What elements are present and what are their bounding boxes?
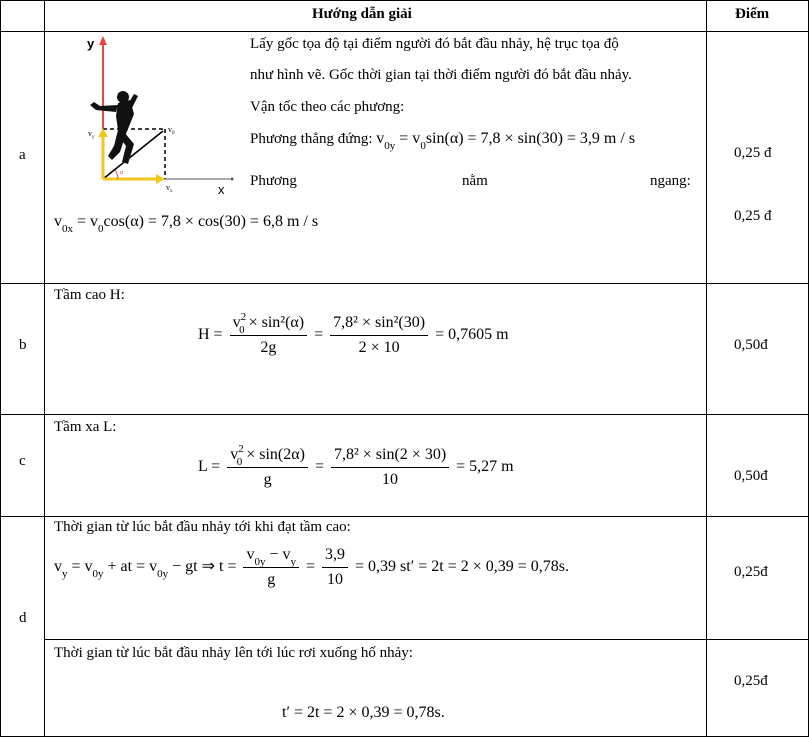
b-title: Tầm cao H: [54, 287, 125, 303]
svg-text:vx: $v_x$ [166, 183, 173, 194]
svg-text:vy: $v_y$ [88, 129, 95, 140]
a-score-1: 0,25 đ [734, 145, 772, 161]
d-title-2: Thời gian từ lúc bắt đầu nhảy lên tới lúc rơi xuống hố nhảy: [54, 645, 413, 661]
a-horizontal-eq: $v_{0x} = v_0\cos(\alpha) = 7,8 \times \cos(30) = 6,8$ m / s [54, 213, 319, 235]
a-horizontal-word3: ngang: [650, 173, 691, 189]
header-label-cell [0, 0, 45, 32]
x-axis-label: x [218, 182, 225, 194]
header-score: Điểm [735, 6, 770, 22]
row-c-score-cell [706, 414, 809, 517]
a-intro-line2: như hình vẽ. Gốc thời gian tại thời điểm người đó bắt đầu nhảy. [250, 67, 632, 83]
row-d-label: d [19, 610, 27, 626]
d-formula-2: t′ = 2t = 2 × 0,39 = 0,78s. [282, 704, 445, 721]
d-score-1: 0,25đ [734, 564, 768, 580]
svg-text:v0: $v_0$ [168, 125, 175, 136]
header-guide: Hướng dẫn giải [312, 6, 412, 22]
b-formula: H = $\frac{v^2_0 \times \sin^2(\alpha)}{2g}$ = $\frac{\text{7,8² × sin²(30)}}{2 \times 10}$ = 0,7605 m [198, 311, 509, 356]
a-horizontal-word1: Phương [250, 173, 297, 189]
a-vertical-line: Phương thẳng đứng: $v_{0y} = v_0\sin(\alpha) = 7,8 \times \sin(30) = 3,9$ m / s [250, 130, 636, 152]
c-score: 0,50đ [734, 468, 768, 484]
row-b-label: b [19, 337, 27, 353]
d-score-2: 0,25đ [734, 673, 768, 689]
d-title-1: Thời gian từ lúc bắt đầu nhảy tới khi đạt tầm cao: [54, 519, 351, 535]
a-score-2: 0,25 đ [734, 208, 772, 224]
c-title: Tầm xa L: [54, 419, 117, 435]
projectile-figure [60, 34, 240, 194]
a-intro-line3: Vận tốc theo các phương: [250, 99, 405, 115]
row-c-label: c [19, 453, 26, 469]
d-formula-1: $v_y = v_{0y}$ + at = $v_{0y}$ − gt ⇒ t = $\frac{v_{0y} - v_y}{g}$ = $\frac{3,9}{10}$ = 0,39 st′ = 2t = 2 × 0,39 = 0,78s. [54, 546, 569, 588]
a-intro-line1: Lấy gốc tọa độ tại điểm người đó bắt đầu nhảy, hệ trục tọa độ [250, 36, 619, 52]
svg-text:α: α [120, 170, 124, 176]
a-horizontal-word2: nằm [462, 173, 488, 189]
y-axis-label: y [87, 36, 95, 51]
b-score: 0,50đ [734, 337, 768, 353]
jumper-silhouette [90, 91, 138, 164]
c-formula: L = $\frac{v^2_0 \times \sin(2\alpha)}{g}$ = $\frac{\text{7,8² × sin(2 × 30)}}{10}$ = 5,27 m [198, 443, 514, 488]
row-a-label: a [19, 147, 26, 163]
